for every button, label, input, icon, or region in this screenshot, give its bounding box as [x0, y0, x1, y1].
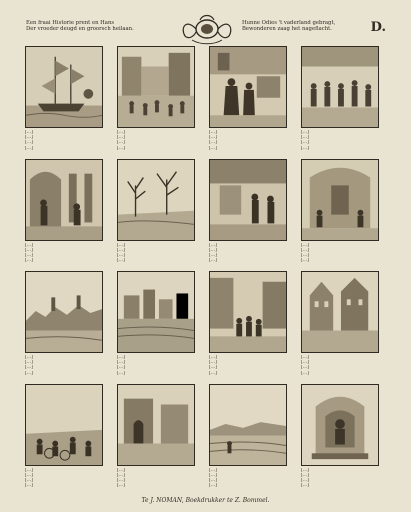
panel-caption — [25, 468, 103, 490]
gabled-houses-icon — [302, 272, 378, 352]
panel-illustration — [25, 46, 103, 128]
caption-line: […] — [25, 130, 33, 135]
panel-10 — [117, 271, 195, 378]
panel-illustration — [209, 159, 287, 241]
town-square-crowd-icon — [118, 47, 194, 127]
panel-caption — [117, 243, 195, 265]
panel-caption — [117, 355, 195, 377]
panel-7 — [209, 159, 287, 266]
caption-line: […] — [301, 247, 309, 253]
header-right-line: Bewonderen zaag het nageflacht. — [242, 26, 332, 33]
caption-line: […] — [117, 242, 125, 248]
panel-5 — [25, 159, 103, 266]
panel-caption — [25, 243, 103, 265]
caption-line: […] — [117, 135, 125, 141]
panel-illustration — [117, 384, 195, 466]
caption-line: […] — [117, 252, 125, 258]
caption-line: […] — [117, 483, 125, 489]
panel-16 — [301, 384, 379, 491]
caption-line: […] — [209, 355, 217, 360]
caption-line: […] — [209, 258, 217, 264]
printer-imprint: Te J. NOMAN, Boekdrukker te Z. Bommel. — [141, 497, 270, 504]
caption-line: […] — [25, 252, 33, 258]
panel-3 — [209, 46, 287, 153]
panel-illustration — [25, 384, 103, 466]
caption-line: […] — [209, 140, 217, 146]
panel-9 — [25, 271, 103, 378]
memorial-monument-icon — [302, 385, 378, 465]
header-left-line: Der vroeder deugd en groorsch heilaan. — [26, 26, 134, 33]
caption-line: […] — [209, 483, 217, 489]
caption-line: […] — [25, 145, 33, 151]
caption-line: […] — [117, 130, 125, 135]
panel-1 — [25, 46, 103, 153]
panel-6 — [117, 159, 195, 266]
caption-line: […] — [25, 365, 33, 371]
panel-15 — [209, 384, 287, 491]
panel-illustration — [117, 46, 195, 128]
caption-line: […] — [209, 242, 217, 248]
caption-line: […] — [301, 252, 309, 258]
caption-line: […] — [209, 135, 217, 141]
river-landscape-icon — [210, 385, 286, 465]
panel-illustration — [117, 159, 195, 241]
caption-line: […] — [301, 370, 309, 376]
sheet-header — [26, 20, 386, 44]
caption-line: […] — [209, 467, 217, 473]
caption-line: […] — [301, 258, 309, 264]
caption-line: […] — [117, 477, 125, 483]
fortified-city-icon — [26, 272, 102, 352]
crest-emblem-icon — [176, 12, 238, 46]
panel-illustration — [301, 46, 379, 128]
caption-line: […] — [301, 472, 309, 478]
caption-line: […] — [209, 365, 217, 371]
panel-caption — [209, 243, 287, 265]
panel-caption — [209, 468, 287, 490]
caption-line: […] — [25, 242, 33, 248]
panel-caption — [209, 355, 287, 377]
caption-line: […] — [117, 258, 125, 264]
interior-figures-icon — [210, 47, 286, 127]
panel-illustration — [209, 271, 287, 353]
caption-line: […] — [25, 140, 33, 146]
caption-line: […] — [301, 135, 309, 141]
panel-4 — [301, 46, 379, 153]
caption-line: […] — [117, 365, 125, 371]
header-left-verse — [26, 20, 176, 33]
caption-line: […] — [25, 477, 33, 483]
panel-14 — [117, 384, 195, 491]
header-left-line: Een fraai Historie prent en Hans — [26, 20, 115, 26]
waterside-town-icon — [118, 272, 194, 352]
town-gate-icon — [118, 385, 194, 465]
panel-illustration — [117, 271, 195, 353]
panel-caption — [117, 130, 195, 152]
caption-line: […] — [117, 360, 125, 366]
panel-caption — [25, 355, 103, 377]
panel-illustration — [209, 384, 287, 466]
chamber-scene-icon — [210, 160, 286, 240]
caption-line: […] — [25, 355, 33, 360]
caption-line: […] — [25, 258, 33, 264]
caption-line: […] — [117, 355, 125, 360]
header-right-line: Hunne Odies 't vaderland gebragt, — [242, 20, 336, 26]
caption-line: […] — [209, 130, 217, 135]
panel-8 — [301, 159, 379, 266]
header-right-verse — [242, 20, 362, 33]
panel-illustration — [301, 271, 379, 353]
ship-harbor-scene-icon — [26, 47, 102, 127]
panel-illustration — [301, 384, 379, 466]
panel-caption — [209, 130, 287, 152]
caption-line: […] — [301, 477, 309, 483]
caption-line: […] — [209, 370, 217, 376]
caption-line: […] — [117, 472, 125, 478]
panel-grid — [25, 46, 379, 490]
caption-line: […] — [25, 360, 33, 366]
caption-line: […] — [117, 467, 125, 473]
caption-line: […] — [117, 370, 125, 376]
caption-line: […] — [25, 135, 33, 141]
panel-illustration — [209, 46, 287, 128]
caption-line: […] — [301, 355, 309, 360]
caption-line: […] — [301, 145, 309, 151]
caption-line: […] — [301, 140, 309, 146]
panel-illustration — [25, 271, 103, 353]
panel-caption — [25, 130, 103, 152]
panel-13 — [25, 384, 103, 491]
caption-line: […] — [25, 472, 33, 478]
caption-line: […] — [301, 242, 309, 248]
church-interior-icon — [302, 160, 378, 240]
panel-illustration — [301, 159, 379, 241]
caption-line: […] — [301, 365, 309, 371]
caption-line: […] — [301, 130, 309, 135]
bare-trees-landscape-icon — [118, 160, 194, 240]
caption-line: […] — [301, 483, 309, 489]
sheet-letter: D. — [370, 20, 386, 35]
panel-caption — [301, 130, 379, 152]
caption-line: […] — [117, 247, 125, 253]
street-procession-icon — [210, 272, 286, 352]
panel-12 — [301, 271, 379, 378]
caption-line: […] — [25, 370, 33, 376]
caption-line: […] — [209, 477, 217, 483]
caption-line: […] — [209, 145, 217, 151]
panel-caption — [117, 468, 195, 490]
caption-line: […] — [25, 467, 33, 473]
caption-line: […] — [25, 483, 33, 489]
panel-caption — [301, 355, 379, 377]
caption-line: […] — [117, 140, 125, 146]
gathering-hall-icon — [302, 47, 378, 127]
caption-line: […] — [117, 145, 125, 151]
panel-caption — [301, 243, 379, 265]
caption-line: […] — [209, 360, 217, 366]
caption-line: […] — [301, 360, 309, 366]
temple-figures-icon — [26, 160, 102, 240]
caption-line: […] — [209, 472, 217, 478]
caption-line: […] — [301, 467, 309, 473]
caption-line: […] — [209, 247, 217, 253]
caption-line: […] — [209, 252, 217, 258]
battle-scene-icon — [26, 385, 102, 465]
panel-caption — [301, 468, 379, 490]
panel-11 — [209, 271, 287, 378]
caption-line: […] — [25, 247, 33, 253]
panel-illustration — [25, 159, 103, 241]
panel-2 — [117, 46, 195, 153]
